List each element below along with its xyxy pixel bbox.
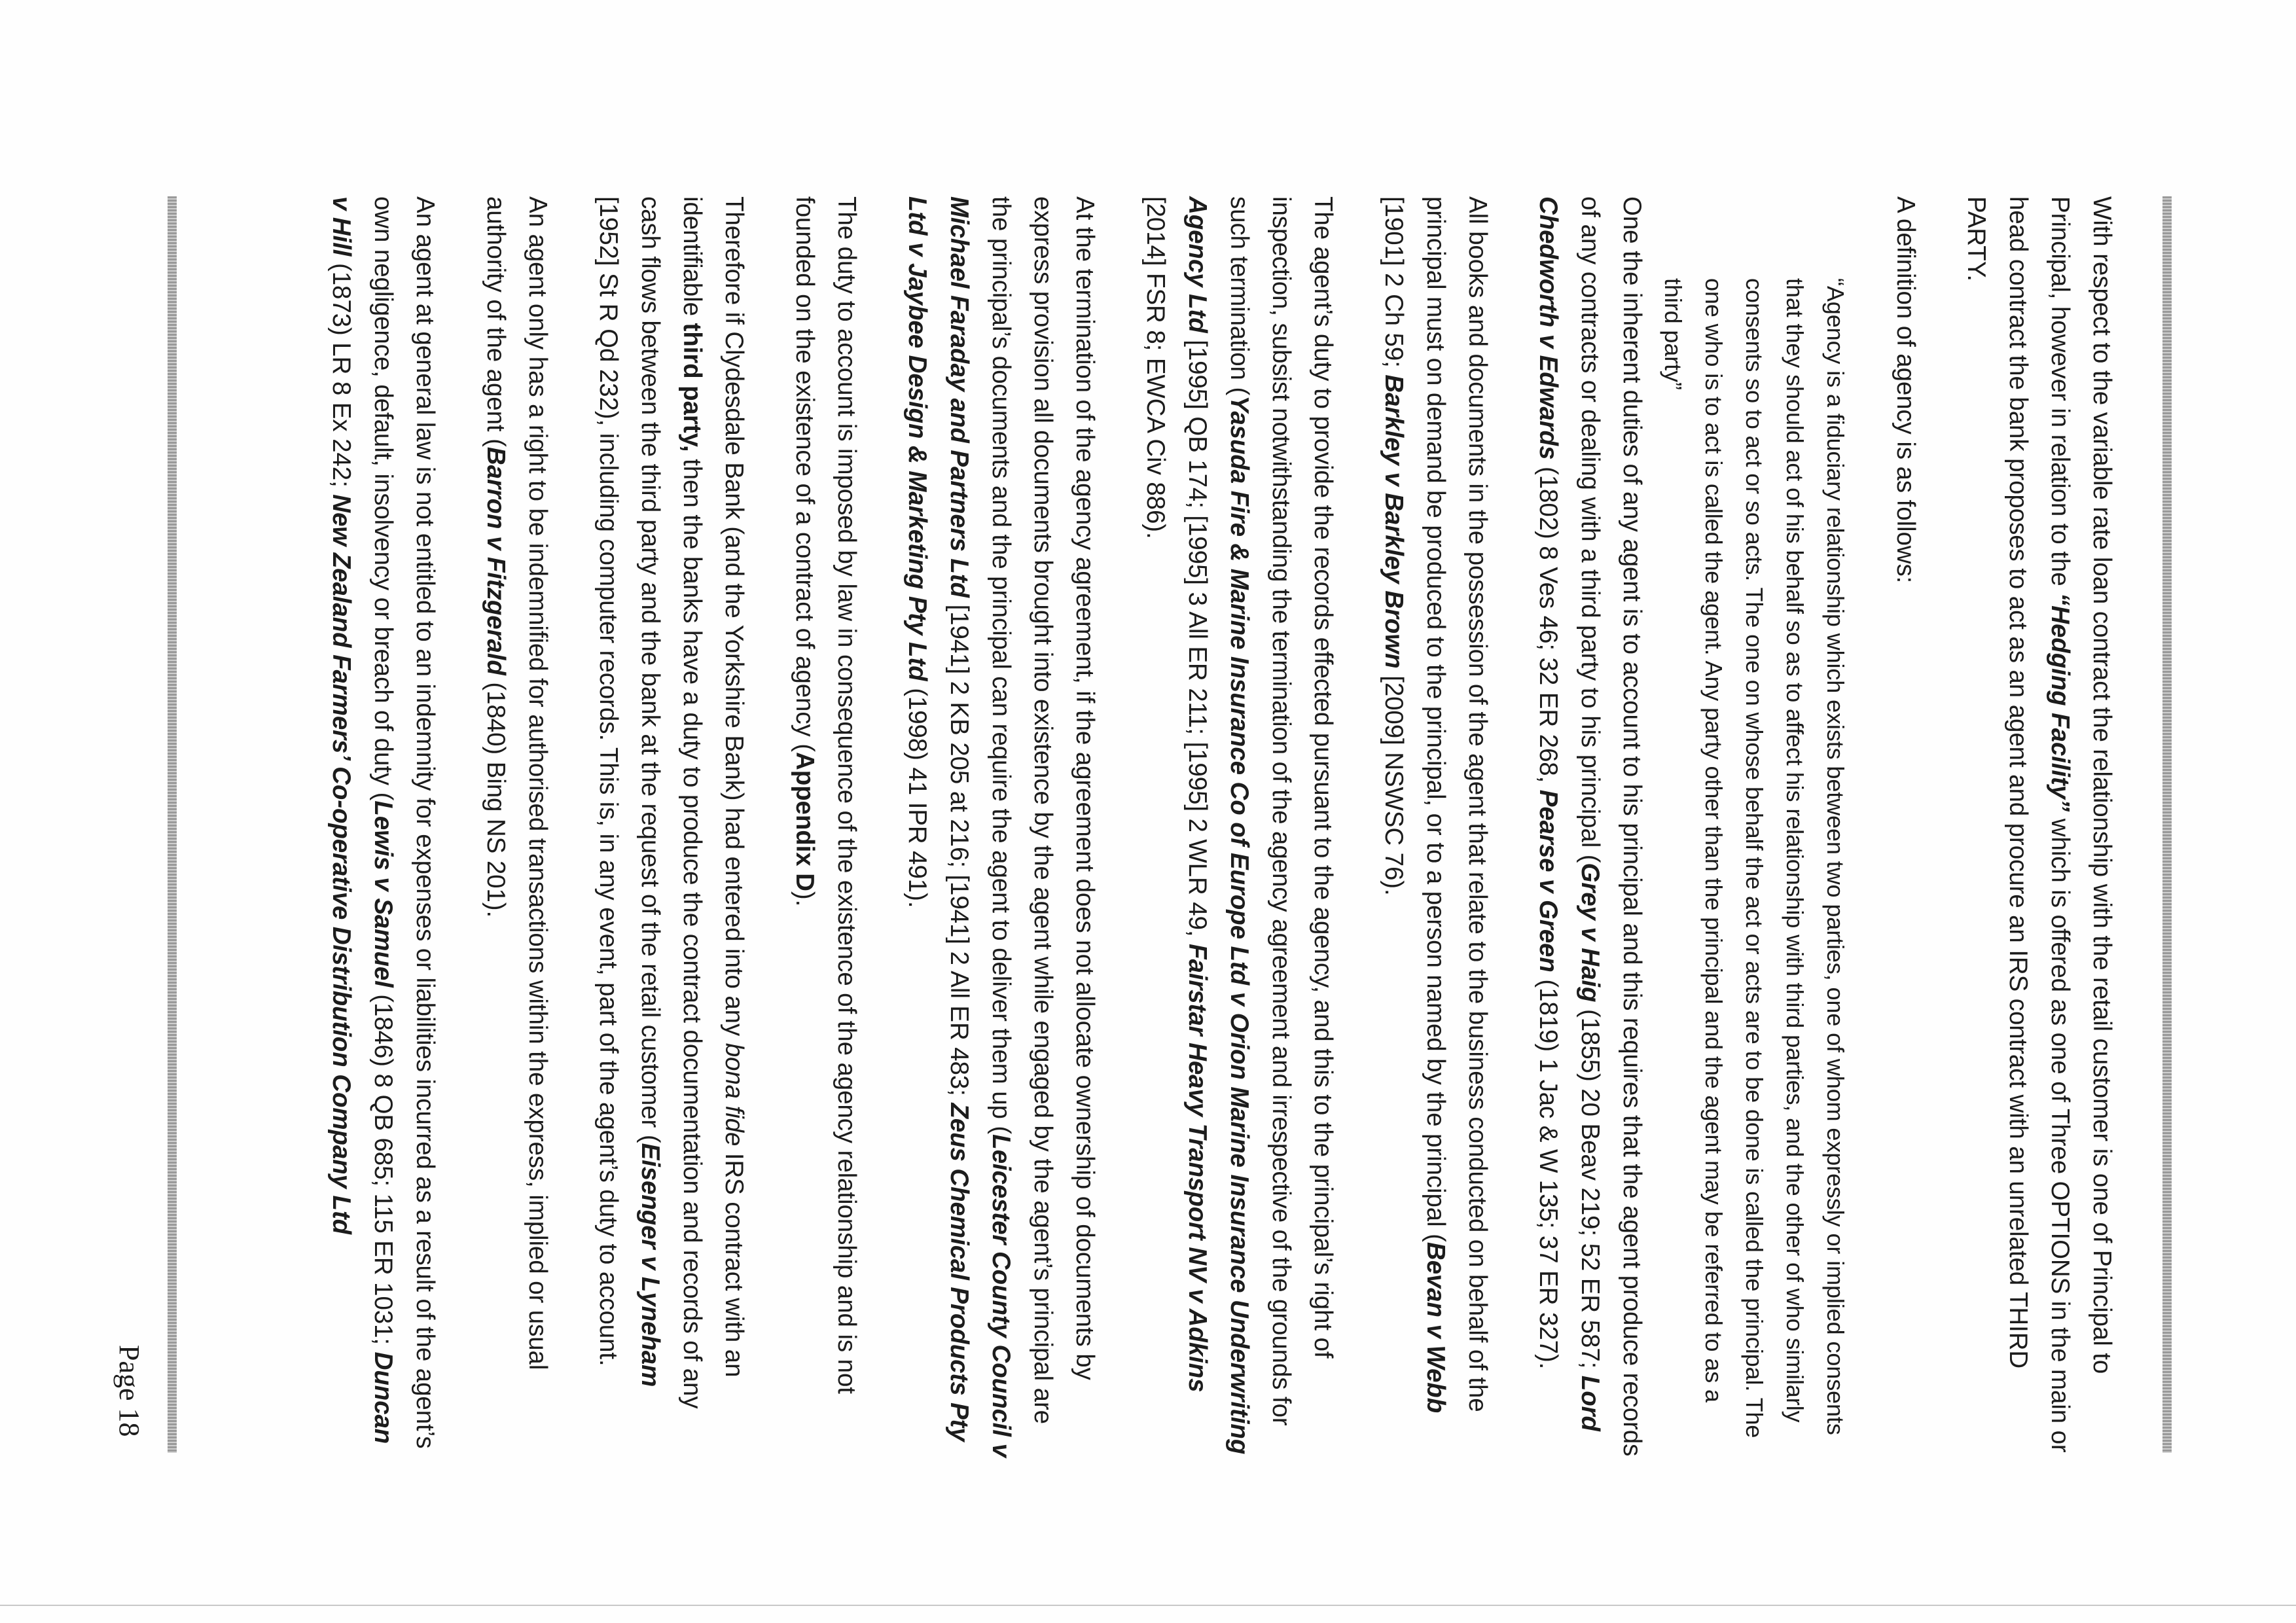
paragraph-hedging-facility: With respect to the variable rate loan contract the relationship with the retail customer is one of Principal to Principal, however in relation to the “Hedging Facility” which is offered as one of Three OPTIONS in the main or head contract the bank proposes to act as an agent and procure an IRS contract with an unrelated THIRD PARTY. <box>1962 196 2116 1453</box>
paragraph-imposed-by-law: The duty to account is imposed by law in consequence of the existence of the agency relationship and is not founded on the existence of a contract of agency (Appendix D). <box>791 196 861 1394</box>
agency-definition-quote: “Agency is a fiduciary relationship which exists between two parties, one of whom expressly or implied consents that they should act of his behalf so as to affect his relationship with third parties, and the other of who similarly consents so to act or so acts. The one on whose behalf the act or acts are to be done is called the principal. The one who is to act is called the agent. Any party other than the principal and the agent may be referred to as a third party” <box>1660 278 1849 1438</box>
paragraph-clydesdale-bank: Therefore if Clydesdale Bank (and the Yorkshire Bank) had entered into any bona fide IRS contract with an identifiable third party, then the banks have a duty to produce the contract documentation and records of any cash flows between the third party and the bank at the request of the retail customer (Eisenger v Lyneham [1952] St R Qd 232), including computer records. This is, in any event, part of the agent’s duty to account. <box>594 196 748 1409</box>
document-body <box>291 196 2123 1459</box>
paragraph-books-and-documents: All books and documents in the possession of the agent that relate to the business conducted on behalf of the principal must on demand be produced to the principal, or to a person named by the principal (Bevan v Webb [1901] 2 Ch 59; Barkley v Barkley Brown [2009] NSWSC 76). <box>1380 196 1492 1414</box>
paragraph-definition-intro: A definition of agency is as follows: <box>1892 196 1920 584</box>
footer-rule <box>168 196 177 1453</box>
paragraph-termination: At the termination of the agency agreement, if the agreement does not allocate ownership of documents by express provision all documents brought into existence by the agent while engaged by the agent’s principal are the principal’s documents and the principal can require the agent to deliver them up (Leicester County Council v Michael Faraday and Partners Ltd [1941] 2 KB 205 at 216; [1941] 2 All ER 483; Zeus Chemical Products Pty Ltd v Jaybee Design & Marketing Pty Ltd (1998) 41 IPR 491). <box>903 196 1099 1457</box>
paragraph-right-of-inspection: The agent’s duty to provide the records effected pursuant to the agency, and this to the principal’s right of inspection, subsist notwithstanding the termination of the agency agreement and irrespective of the grounds for such termination (Yasuda Fire & Marine Insurance Co of Europe Ltd v Orion Marine Insurance Underwriting Agency Ltd [1995] QB 174; [1995] 3 All ER 211; [1995] 2 WLR 49, Fairstar Heavy Transport NV v Adkins [2014] FSR 8; EWCA Civ 886). <box>1141 196 1337 1455</box>
paragraph-duty-to-account: One the inherent duties of any agent is to account to his principal and this requires that the agent produce records of any contracts or dealing with a third party to his principal (Grey v Haig (1855) 20 Beav 219; 52 ER 587; Lord Chedworth v Edwards (1802) 8 Ves 46; 32 ER 268, Pearse v Green (1819) 1 Jac & W 135; 37 ER 327). <box>1534 196 1646 1457</box>
scan-edge-line <box>0 1605 2296 1606</box>
paragraph-right-to-indemnity: An agent only has a right to be indemnified for authorised transactions within the express, implied or usual authority of the agent (Barron v Fitzgerald (1840) Bing NS 201). <box>482 196 552 1370</box>
page-number: Page 18 <box>113 1345 145 1437</box>
header-rule <box>2162 196 2172 1453</box>
paragraph-no-indemnity: An agent at general law is not entitled to an indemnity for expenses or liabilities incurred as a result of the agent’s own negligence, default, insolvency or breach of duty (Lewis v Samuel (1846) 8 QB 685; 115 ER 1031; Duncan v Hill (1873) LR 8 Ex 242; New Zealand Farmers’ Co-operative Distribution Company Ltd <box>327 196 439 1449</box>
